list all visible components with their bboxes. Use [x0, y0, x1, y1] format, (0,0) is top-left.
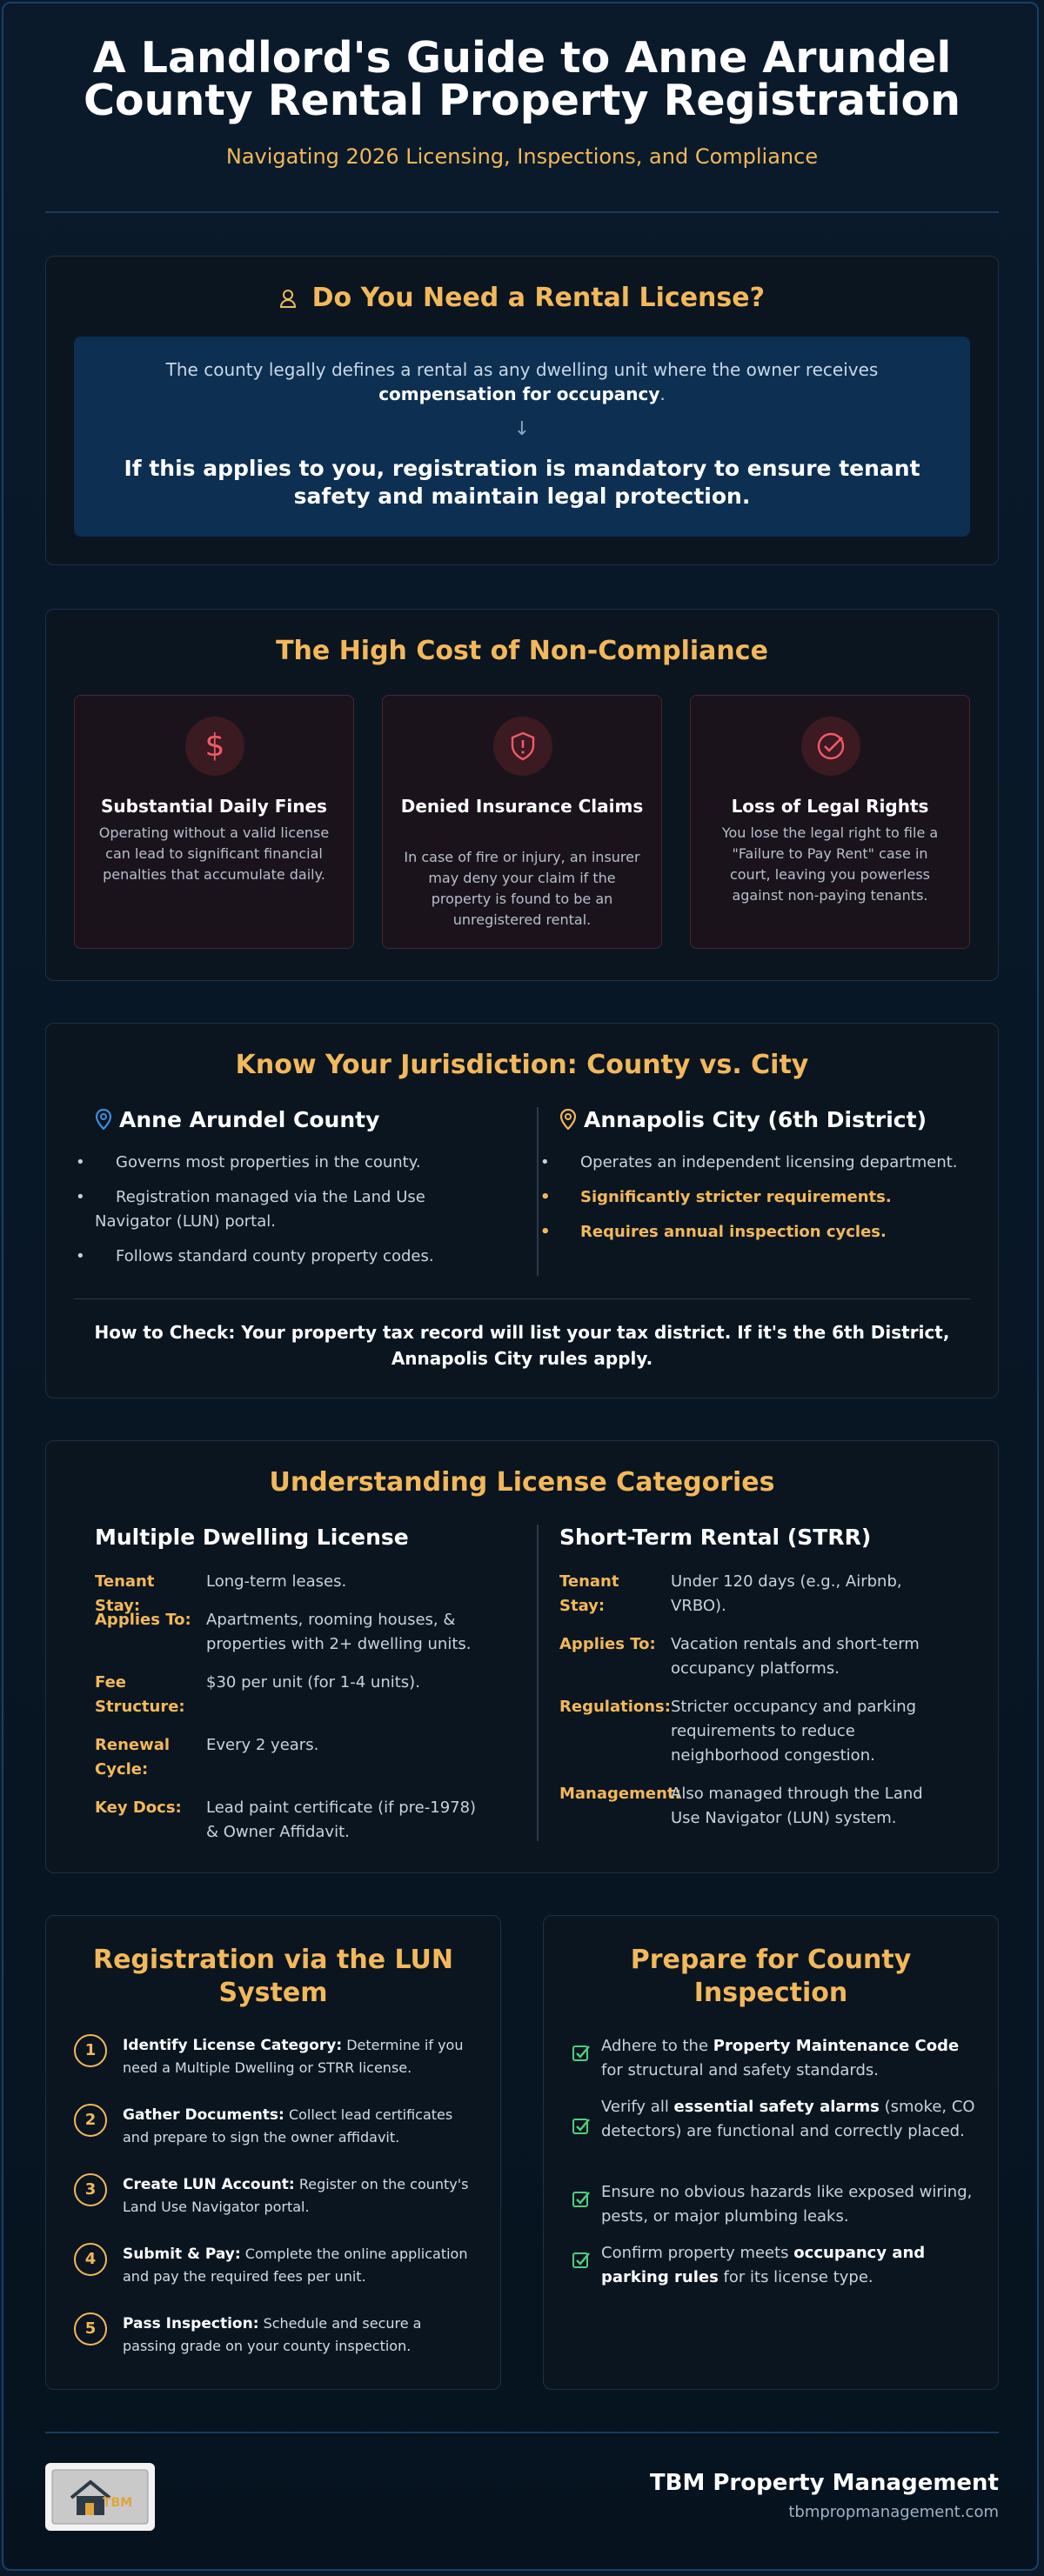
risk-text: Operating without a valid license can lead to significant financial penalties that accumulate daily. — [98, 824, 330, 883]
license-need-title: Do You Need a Rental License? — [46, 283, 998, 313]
city-heading: Annapolis City (6th District) — [559, 1107, 927, 1132]
jurisdiction-section — [45, 1023, 999, 1398]
step-number: 5 — [74, 2312, 107, 2346]
logo-wordmark: TBM — [103, 2496, 133, 2510]
page-title — [52, 33, 992, 125]
categories-section: Understanding License Categories Multiple Dwelling License Tenant Stay: Long-term leases. Applies To: Apartments, rooming houses, & properties with 2+ dwelling units. Fee Structure: $30 per unit (for 1-4 units). Renewal Cycle: Every 2 years. Key Docs: Lead paint certificate (if pre-1978) & Owner Affidavit. Short-Term Rental (STRR) Tenant Stay: Under 120 days (e.g., Airbnb, VRBO). Applies To: Vacation rentals and short-term occupancy platforms. Regulations: Stricter occupancy and parking requirements to reduce neighborhood congestion. Management: Also managed through the Land Use Navigator (LUN) system. — [45, 1440, 999, 1873]
risk-card-insurance — [382, 695, 662, 949]
license-need-section — [45, 256, 999, 565]
divider — [74, 1298, 970, 1299]
page-subtitle: Navigating 2026 Licensing, Inspections, and Compliance — [225, 144, 819, 169]
checkbox-checked-icon — [572, 2189, 591, 2208]
list-item: • Significantly stricter requirements. — [559, 1185, 968, 1210]
list-item: • Operates an independent licensing department. — [559, 1151, 968, 1175]
column-divider — [537, 1107, 539, 1276]
divider — [45, 211, 999, 213]
definition-text: The county legally defines a rental as any dwelling unit where the owner receives compensation for occupancy. — [165, 359, 879, 404]
jurisdiction-title: Know Your Jurisdiction: County vs. City — [235, 1050, 809, 1080]
step-number: 1 — [74, 2034, 107, 2067]
registration-mandatory-text: If this applies to you, registration is mandatory to ensure tenant safety and maintain legal protection. — [124, 456, 920, 509]
registration-section: Registration via the LUN System 1 Identify License Category: Determine if you need a Multiple Dwelling or STRR license. 2 Gather Documents: Collect lead certificates and prepare to sign the owner affidavit. 3 Create LUN Account: Register on the county's Land Use Navigator portal. 4 Submit & Pay: Complete the online application and pay the required fees per unit. 5 Pass Inspection: Schedule and secure a passing grade on your county inspection. — [45, 1915, 501, 2390]
arrow-down-icon: ↓ — [513, 418, 531, 440]
definition-panel — [74, 337, 970, 537]
inspection-section: Prepare for County Inspection Adhere to the Property Maintenance Code for structural and safety standards. Verify all essential safety alarms (smoke, CO detectors) are functional and correctly placed. Ensure no obvious hazards like exposed wiring, pests, or major plumbing leaks. Confirm property meets occupancy and parking rules for its license type. — [543, 1915, 999, 2390]
registration-title: Registration via the LUN System — [92, 1945, 453, 2008]
city-list — [559, 1151, 968, 1255]
list-item: • Follows standard county property codes. — [95, 1245, 504, 1269]
company-website-link[interactable]: tbmpropmanagement.com — [788, 2503, 999, 2521]
checkbox-checked-icon — [572, 2116, 591, 2135]
checkbox-checked-icon — [572, 2043, 591, 2062]
risk-text: You lose the legal right to file a "Failure to Pay Rent" case in court, leaving you powerless against non-paying tenants. — [721, 824, 939, 904]
list-item: • Requires annual inspection cycles. — [559, 1220, 968, 1245]
user-icon — [279, 290, 304, 311]
definition-emphasis: compensation for occupancy — [378, 384, 660, 404]
shield-alert-icon — [493, 717, 552, 776]
list-item: • Governs most properties in the county. — [95, 1151, 504, 1175]
county-heading: Anne Arundel County — [95, 1107, 379, 1132]
multiple-dwelling-heading: Multiple Dwelling License — [95, 1525, 409, 1550]
noncompliance-title: The High Cost of Non-Compliance — [276, 636, 768, 666]
step-number: 4 — [74, 2243, 107, 2276]
page-title-line1: A Landlord's Guide to Anne Arundel — [92, 33, 952, 83]
company-logo[interactable] — [45, 2463, 155, 2531]
how-to-check-note: How to Check: Your property tax record will list your tax district. If it's the 6th District, Annapolis City rules apply. — [94, 1322, 950, 1369]
risk-text: In case of fire or injury, an insurer may deny your claim if the property is found to be an unregistered rental. — [404, 849, 640, 928]
risk-title: Substantial Daily Fines — [101, 796, 327, 817]
strr-heading: Short-Term Rental (STRR) — [559, 1525, 872, 1550]
noncompliance-section — [45, 609, 999, 981]
list-item: • Registration managed via the Land Use Navigator (LUN) portal. — [95, 1185, 504, 1234]
page-title-line2: County Rental Property Registration — [83, 76, 961, 125]
county-list — [95, 1151, 504, 1279]
footer-divider — [45, 2432, 999, 2433]
categories-title: Understanding License Categories — [269, 1467, 775, 1498]
step-number: 3 — [74, 2173, 107, 2206]
risk-title: Denied Insurance Claims — [400, 796, 644, 817]
check-circle-icon — [801, 717, 860, 776]
location-pin-icon — [95, 1111, 112, 1132]
risk-title: Loss of Legal Rights — [731, 796, 929, 817]
checkbox-checked-icon — [572, 2250, 591, 2269]
company-name: TBM Property Management — [649, 2470, 999, 2496]
risk-card-legal — [690, 695, 970, 949]
step-number: 2 — [74, 2104, 107, 2137]
inspection-title: Prepare for County Inspection — [630, 1945, 912, 2008]
column-divider — [537, 1525, 539, 1841]
dollar-icon: $ — [185, 717, 244, 776]
risk-card-fines — [74, 695, 354, 949]
location-pin-icon — [559, 1111, 577, 1132]
